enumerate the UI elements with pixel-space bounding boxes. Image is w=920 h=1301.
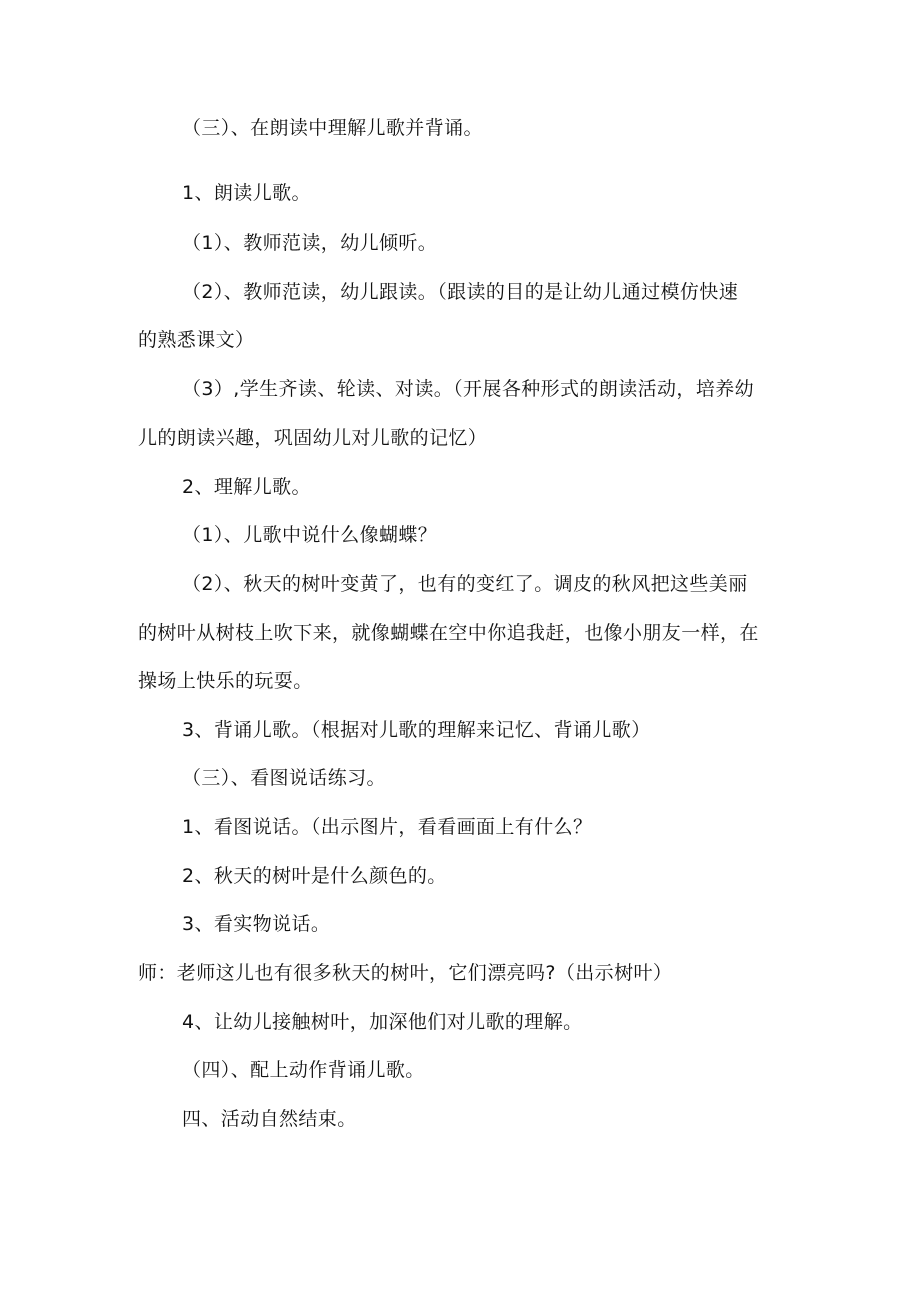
section-heading-activity-end: 四、活动自然结束。 bbox=[182, 1108, 357, 1130]
item-leaf-color: 2、秋天的树叶是什么颜色的。 bbox=[182, 865, 447, 887]
teacher-dialogue: 师：老师这儿也有很多秋天的树叶，它们漂亮吗?（出示树叶） bbox=[138, 962, 673, 984]
item-object-talk: 3、看实物说话。 bbox=[182, 913, 331, 935]
subitem-follow-read-cont: 的熟悉课文） bbox=[138, 329, 255, 351]
subitem-teacher-read: （1）、教师范读，幼儿倾听。 bbox=[182, 232, 438, 254]
subitem-autumn-leaves-cont-2: 操场上快乐的玩耍。 bbox=[138, 670, 313, 692]
subitem-autumn-leaves: （2）、秋天的树叶变黄了，也有的变红了。调皮的秋风把这些美丽 bbox=[182, 573, 748, 595]
subitem-follow-read: （2）、教师范读，幼儿跟读。（跟读的目的是让幼儿通过模仿快速 bbox=[182, 281, 739, 303]
subitem-group-read: （3）,学生齐读、轮读、对读。（开展各种形式的朗读活动，培养幼 bbox=[182, 378, 755, 400]
item-touch-leaves: 4、让幼儿接触树叶，加深他们对儿歌的理解。 bbox=[182, 1011, 583, 1033]
item-read-song: 1、朗读儿歌。 bbox=[182, 182, 311, 204]
item-understand-song: 2、理解儿歌。 bbox=[182, 476, 311, 498]
item-recite-song: 3、背诵儿歌。（根据对儿歌的理解来记忆、背诵儿歌） bbox=[182, 719, 651, 741]
subitem-question-butterfly: （1）、儿歌中说什么像蝴蝶？ bbox=[182, 524, 438, 546]
section-heading-read-understand: （三）、在朗读中理解儿歌并背诵。 bbox=[182, 117, 483, 139]
item-picture-talk: 1、看图说话。（出示图片，看看画面上有什么？ bbox=[182, 816, 593, 838]
subitem-autumn-leaves-cont-1: 的树叶从树枝上吹下来，就像蝴蝶在空中你追我赶，也像小朋友一样，在 bbox=[138, 622, 759, 644]
section-heading-action-recite: （四）、配上动作背诵儿歌。 bbox=[182, 1059, 425, 1081]
subitem-group-read-cont: 儿的朗读兴趣，巩固幼儿对儿歌的记忆） bbox=[138, 427, 488, 449]
section-heading-picture-talk: （三）、看图说话练习。 bbox=[182, 767, 386, 789]
